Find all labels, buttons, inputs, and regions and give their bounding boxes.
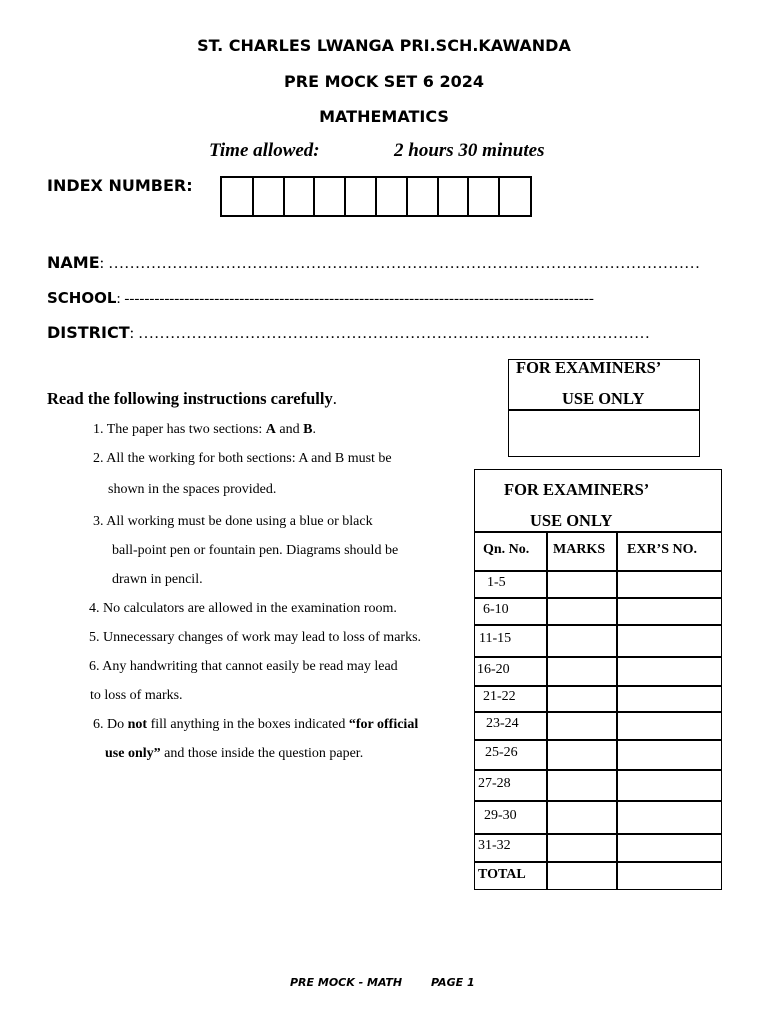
instruction-6-line2: to loss of marks.: [90, 688, 183, 703]
marks-table-row-line: [474, 685, 722, 687]
school-title: ST. CHARLES LWANGA PRI.SCH.KAWANDA: [197, 36, 571, 55]
name-fill: : …………………………………………………………………………………………………: [99, 255, 701, 272]
name-row[interactable]: [47, 253, 700, 273]
instruction-3-line3: drawn in pencil.: [112, 572, 203, 587]
school-fill: : ----------------------------------------------------------------------------------------------: [116, 291, 594, 307]
index-box-divider: [344, 178, 346, 215]
marks-table-row-line: [474, 656, 722, 658]
index-box-divider: [375, 178, 377, 215]
index-box-divider: [467, 178, 469, 215]
examiner-small-line2: USE ONLY: [562, 389, 645, 408]
school-label: SCHOOL: [47, 289, 117, 307]
marks-table-row-line: [474, 800, 722, 802]
school-row[interactable]: [47, 289, 594, 308]
exam-title: PRE MOCK SET 6 2024: [284, 72, 484, 91]
marks-table-row-line: [474, 739, 722, 741]
examiner-small-line1: FOR EXAMINERS’: [516, 358, 662, 377]
marks-table-row-label: 29-30: [484, 807, 517, 823]
marks-table-row-label: 11-15: [479, 631, 512, 646]
marks-table-row-label: 25-26: [485, 745, 518, 760]
marks-table-row-line: [474, 597, 722, 599]
time-allowed-value: 2 hours 30 minutes: [394, 140, 545, 161]
instruction-6-line1: 6. Any handwriting that cannot easily be read may lead: [89, 659, 398, 674]
col-header-qn: Qn. No.: [483, 542, 530, 557]
district-label: DISTRICT: [47, 323, 130, 342]
marks-table-row-label: 27-28: [478, 775, 511, 791]
marks-table-row-label: 16-20: [477, 661, 510, 677]
name-label: NAME: [47, 253, 100, 272]
instruction-7-line1: 6. Do not fill anything in the boxes indicated “for official: [93, 717, 419, 732]
index-number-label: INDEX NUMBER:: [47, 176, 193, 195]
index-box-divider: [437, 178, 439, 215]
instruction-1: 1. The paper has two sections: A and B.: [93, 422, 316, 437]
marks-table-row-label: 21-22: [483, 689, 516, 704]
index-box-divider: [498, 178, 500, 215]
time-allowed-label: Time allowed:: [209, 140, 320, 161]
examiner-table-line1: FOR EXAMINERS’: [504, 480, 650, 499]
district-row[interactable]: [47, 323, 650, 343]
marks-table-row-line: [474, 570, 722, 572]
marks-table-row-line: [474, 531, 722, 533]
index-box-divider: [283, 178, 285, 215]
marks-table-row-label: 23-24: [486, 716, 519, 731]
examiner-box-small-divider: [508, 409, 700, 411]
footer-page: PAGE 1: [431, 976, 475, 989]
marks-table-col-line: [546, 531, 548, 890]
footer-left: PRE MOCK - MATH: [290, 976, 403, 989]
col-header-examiner-no: EXR’S NO.: [627, 542, 698, 557]
marks-table-row-label: TOTAL: [478, 866, 526, 882]
marks-table-row-label: 31-32: [478, 838, 511, 853]
examiner-table-line2: USE ONLY: [530, 511, 613, 530]
marks-table-col-line: [616, 531, 618, 890]
instruction-2-line2: shown in the spaces provided.: [108, 482, 277, 497]
index-number-boxes[interactable]: [220, 176, 532, 217]
instruction-2-line1: 2. All the working for both sections: A and B must be: [93, 451, 392, 466]
instruction-5: 5. Unnecessary changes of work may lead to loss of marks.: [89, 630, 422, 645]
marks-table-row-line: [474, 711, 722, 713]
instruction-3-line1: 3. All working must be done using a blue or black: [93, 514, 373, 529]
instruction-3-line2: ball-point pen or fountain pen. Diagrams should be: [112, 543, 399, 558]
marks-table-row-label: 1-5: [487, 574, 506, 590]
marks-table-row-line: [474, 833, 722, 835]
index-box-divider: [252, 178, 254, 215]
subject-title: MATHEMATICS: [319, 107, 449, 126]
instruction-7-line2: use only” and those inside the question paper.: [105, 746, 364, 761]
marks-table-row-line: [474, 624, 722, 626]
marks-table-row-label: 6-10: [483, 601, 509, 617]
instructions-heading: Read the following instructions carefully.: [47, 389, 337, 408]
marks-table-row-line: [474, 861, 722, 863]
index-box-divider: [406, 178, 408, 215]
index-box-divider: [313, 178, 315, 215]
instruction-4: 4. No calculators are allowed in the examination room.: [89, 601, 397, 616]
col-header-marks: MARKS: [553, 542, 606, 557]
marks-table-row-line: [474, 769, 722, 771]
district-fill: : ……………………………………………………………………………………: [129, 325, 651, 342]
